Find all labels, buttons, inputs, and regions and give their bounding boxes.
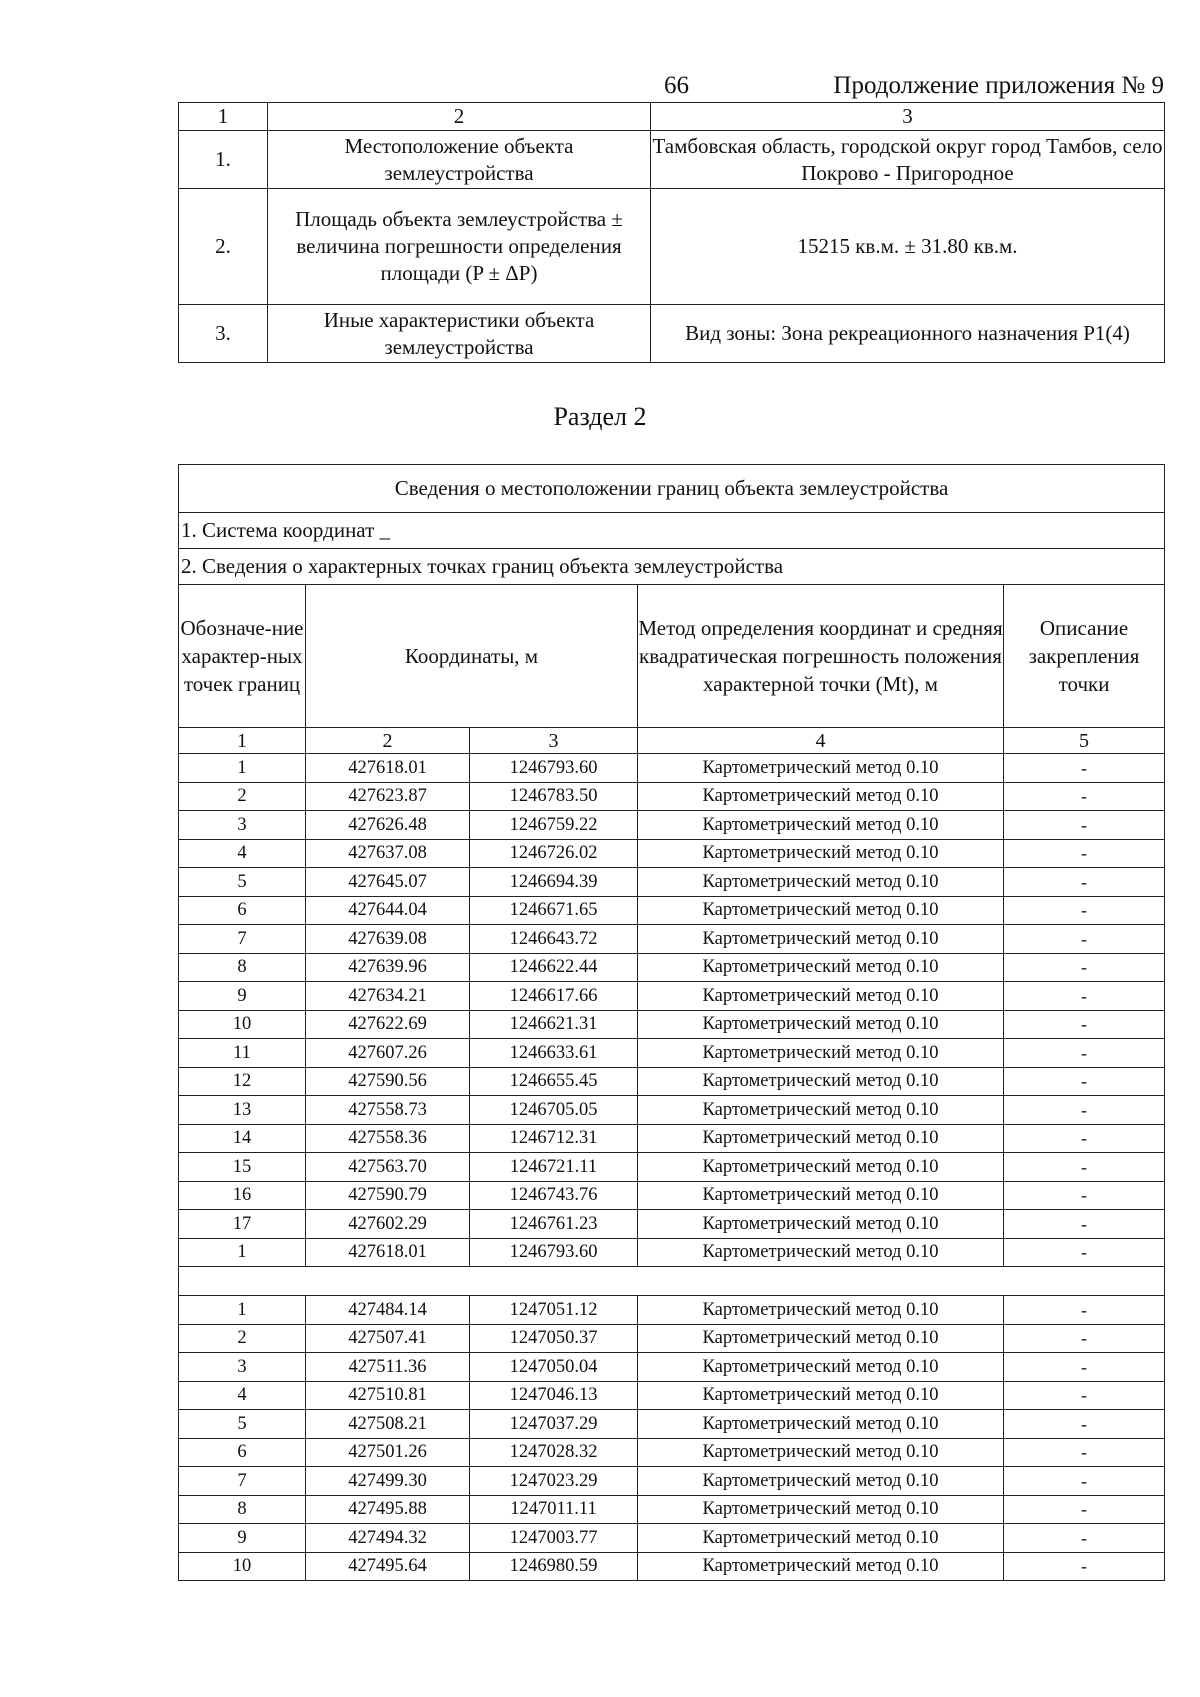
table-row [179,1124,1165,1153]
coord-x: 427626.48 [306,811,470,840]
description: - [1004,1467,1165,1496]
coord-y: 1246694.39 [470,868,638,897]
point-number: 12 [179,1067,306,1096]
point-number: 9 [179,982,306,1011]
coord-y: 1246643.72 [470,925,638,954]
table-row [179,1438,1165,1467]
coord-y: 1247003.77 [470,1524,638,1553]
coord-y: 1246793.60 [470,1238,638,1267]
coord-y: 1247023.29 [470,1467,638,1496]
description: - [1004,1010,1165,1039]
table-row [179,1153,1165,1182]
section-title: Раздел 2 [553,402,647,431]
coord-x: 427495.88 [306,1495,470,1524]
coord-x: 427634.21 [306,982,470,1011]
point-number: 5 [179,868,306,897]
description: - [1004,953,1165,982]
method: Картометрический метод 0.10 [638,1010,1004,1039]
coord-x: 427590.79 [306,1181,470,1210]
coord-x: 427618.01 [306,754,470,783]
description: - [1004,1096,1165,1125]
page-header [178,72,1164,102]
points-heading: 2. Сведения о характерных точках границ объекта землеустройства [179,549,1165,585]
table-row [179,1181,1165,1210]
coord-y: 1246621.31 [470,1010,638,1039]
coord-y: 1246793.60 [470,754,638,783]
coord-x: 427639.96 [306,953,470,982]
table-row [179,305,1165,363]
table-title: Сведения о местоположении границ объекта землеустройства [179,465,1165,513]
table-row [179,868,1165,897]
table-row [179,1495,1165,1524]
col-number: 1 [179,103,268,131]
contour-2 [179,1296,1165,1581]
point-number: 4 [179,1381,306,1410]
header-description: Описание закрепления точки [1004,585,1165,728]
point-number: 15 [179,1153,306,1182]
coord-y: 1246622.44 [470,953,638,982]
table-row [179,1552,1165,1581]
table-row [179,1353,1165,1382]
table-row [179,103,1165,131]
method: Картометрический метод 0.10 [638,1210,1004,1239]
contour-separator [179,1267,1165,1296]
description: - [1004,1124,1165,1153]
point-number: 1 [179,1238,306,1267]
table-row [179,1296,1165,1325]
row-name: Местоположение объекта землеустройства [268,131,651,189]
point-number: 1 [179,1296,306,1325]
coord-y: 1246705.05 [470,1096,638,1125]
description: - [1004,1353,1165,1382]
method: Картометрический метод 0.10 [638,1552,1004,1581]
description: - [1004,1410,1165,1439]
coord-y: 1246617.66 [470,982,638,1011]
col-number: 2 [306,728,470,754]
point-number: 3 [179,1353,306,1382]
header-method: Метод определения координат и средняя квадратическая погрешность положения характерной точки (Mt), м [638,585,1004,728]
point-number: 7 [179,925,306,954]
table-row [179,465,1165,513]
description: - [1004,1238,1165,1267]
table-row [179,1039,1165,1068]
contour-1 [179,754,1165,1267]
coord-x: 427563.70 [306,1153,470,1182]
coord-system: 1. Система координат _ [179,513,1165,549]
table-row [179,131,1165,189]
method: Картометрический метод 0.10 [638,1381,1004,1410]
coord-y: 1246743.76 [470,1181,638,1210]
point-number: 3 [179,811,306,840]
description: - [1004,1552,1165,1581]
point-number: 2 [179,1324,306,1353]
method: Картометрический метод 0.10 [638,1324,1004,1353]
description: - [1004,1438,1165,1467]
boundary-points-table [178,464,1165,1581]
point-number: 8 [179,1495,306,1524]
method: Картометрический метод 0.10 [638,953,1004,982]
col-number: 1 [179,728,306,754]
coord-y: 1247011.11 [470,1495,638,1524]
coord-x: 427602.29 [306,1210,470,1239]
table-row [179,982,1165,1011]
method: Картометрический метод 0.10 [638,1067,1004,1096]
coord-x: 427495.64 [306,1552,470,1581]
point-number: 6 [179,896,306,925]
point-number: 8 [179,953,306,982]
table-row [179,953,1165,982]
object-info-table [178,102,1165,363]
header-coords: Координаты, м [306,585,638,728]
point-number: 7 [179,1467,306,1496]
coord-x: 427644.04 [306,896,470,925]
point-number: 9 [179,1524,306,1553]
coord-x: 427623.87 [306,782,470,811]
method: Картометрический метод 0.10 [638,1153,1004,1182]
coord-x: 427508.21 [306,1410,470,1439]
method: Картометрический метод 0.10 [638,1181,1004,1210]
row-number: 1. [179,131,268,189]
point-number: 17 [179,1210,306,1239]
coord-x: 427639.08 [306,925,470,954]
coord-x: 427484.14 [306,1296,470,1325]
col-number: 5 [1004,728,1165,754]
coord-y: 1246761.23 [470,1210,638,1239]
table-row [179,1238,1165,1267]
method: Картометрический метод 0.10 [638,1438,1004,1467]
method: Картометрический метод 0.10 [638,1467,1004,1496]
coord-y: 1246655.45 [470,1067,638,1096]
continuation-label: Продолжение приложения № 9 [833,72,1164,99]
table-row [179,896,1165,925]
method: Картометрический метод 0.10 [638,1495,1004,1524]
row-value: Вид зоны: Зона рекреационного назначения Р1(4) [651,305,1165,363]
table-row [179,1067,1165,1096]
method: Картометрический метод 0.10 [638,1296,1004,1325]
coord-y: 1246721.11 [470,1153,638,1182]
table-row [179,925,1165,954]
coord-y: 1246671.65 [470,896,638,925]
description: - [1004,1153,1165,1182]
description: - [1004,1039,1165,1068]
method: Картометрический метод 0.10 [638,1238,1004,1267]
description: - [1004,1381,1165,1410]
row-number: 3. [179,305,268,363]
table-row [179,1267,1165,1296]
method: Картометрический метод 0.10 [638,1353,1004,1382]
description: - [1004,1067,1165,1096]
point-number: 11 [179,1039,306,1068]
coord-y: 1247028.32 [470,1438,638,1467]
coord-x: 427645.07 [306,868,470,897]
table-row [179,1324,1165,1353]
method: Картометрический метод 0.10 [638,1524,1004,1553]
coord-y: 1247037.29 [470,1410,638,1439]
row-number: 2. [179,189,268,305]
coord-y: 1246712.31 [470,1124,638,1153]
table-row [179,839,1165,868]
method: Картометрический метод 0.10 [638,839,1004,868]
point-number: 10 [179,1010,306,1039]
coord-y: 1246633.61 [470,1039,638,1068]
point-number: 1 [179,754,306,783]
table-row [179,754,1165,783]
coord-y: 1246726.02 [470,839,638,868]
col-number: 3 [651,103,1165,131]
point-number: 13 [179,1096,306,1125]
coord-x: 427510.81 [306,1381,470,1410]
point-number: 6 [179,1438,306,1467]
method: Картометрический метод 0.10 [638,1039,1004,1068]
coord-y: 1247050.04 [470,1353,638,1382]
description: - [1004,1324,1165,1353]
coord-x: 427501.26 [306,1438,470,1467]
table-row [179,1524,1165,1553]
description: - [1004,1495,1165,1524]
coord-x: 427622.69 [306,1010,470,1039]
method: Картометрический метод 0.10 [638,925,1004,954]
coord-y: 1246759.22 [470,811,638,840]
coord-x: 427618.01 [306,1238,470,1267]
table-row [179,189,1165,305]
table-row [179,811,1165,840]
method: Картометрический метод 0.10 [638,1096,1004,1125]
method: Картометрический метод 0.10 [638,782,1004,811]
method: Картометрический метод 0.10 [638,754,1004,783]
row-value: 15215 кв.м. ± 31.80 кв.м. [651,189,1165,305]
point-number: 5 [179,1410,306,1439]
point-number: 2 [179,782,306,811]
table-row [179,513,1165,549]
coord-x: 427637.08 [306,839,470,868]
point-number: 10 [179,1552,306,1581]
coord-x: 427511.36 [306,1353,470,1382]
description: - [1004,1210,1165,1239]
col-number: 2 [268,103,651,131]
row-value: Тамбовская область, городской округ город Тамбов, село Покрово - Пригородное [651,131,1165,189]
coord-x: 427558.73 [306,1096,470,1125]
table-row [179,1410,1165,1439]
description: - [1004,839,1165,868]
table-row [179,549,1165,585]
point-number: 14 [179,1124,306,1153]
description: - [1004,1181,1165,1210]
point-number: 4 [179,839,306,868]
description: - [1004,925,1165,954]
row-name: Иные характеристики объекта землеустройства [268,305,651,363]
table-row [179,1096,1165,1125]
coord-x: 427558.36 [306,1124,470,1153]
coord-x: 427590.56 [306,1067,470,1096]
header-designation: Обозначе-ние характер-ных точек границ [179,585,306,728]
table-row [179,1010,1165,1039]
table-row [179,1210,1165,1239]
description: - [1004,1524,1165,1553]
page-number: 66 [664,72,689,99]
method: Картометрический метод 0.10 [638,811,1004,840]
coord-y: 1246980.59 [470,1552,638,1581]
method: Картометрический метод 0.10 [638,1410,1004,1439]
table-row [179,728,1165,754]
coord-x: 427507.41 [306,1324,470,1353]
row-name: Площадь объекта землеустройства ± величина погрешности определения площади (P ± ΔP) [268,189,651,305]
method: Картометрический метод 0.10 [638,1124,1004,1153]
method: Картометрический метод 0.10 [638,868,1004,897]
description: - [1004,868,1165,897]
coord-x: 427494.32 [306,1524,470,1553]
table-row [179,1381,1165,1410]
coord-y: 1247046.13 [470,1381,638,1410]
table-row [179,1467,1165,1496]
coord-y: 1246783.50 [470,782,638,811]
method: Картометрический метод 0.10 [638,982,1004,1011]
table-header-row [179,585,1165,728]
method: Картометрический метод 0.10 [638,896,1004,925]
description: - [1004,754,1165,783]
col-number: 4 [638,728,1004,754]
description: - [1004,782,1165,811]
description: - [1004,811,1165,840]
table-row [179,782,1165,811]
description: - [1004,1296,1165,1325]
coord-x: 427607.26 [306,1039,470,1068]
col-number: 3 [470,728,638,754]
coord-y: 1247051.12 [470,1296,638,1325]
description: - [1004,982,1165,1011]
point-number: 16 [179,1181,306,1210]
description: - [1004,896,1165,925]
coord-y: 1247050.37 [470,1324,638,1353]
coord-x: 427499.30 [306,1467,470,1496]
